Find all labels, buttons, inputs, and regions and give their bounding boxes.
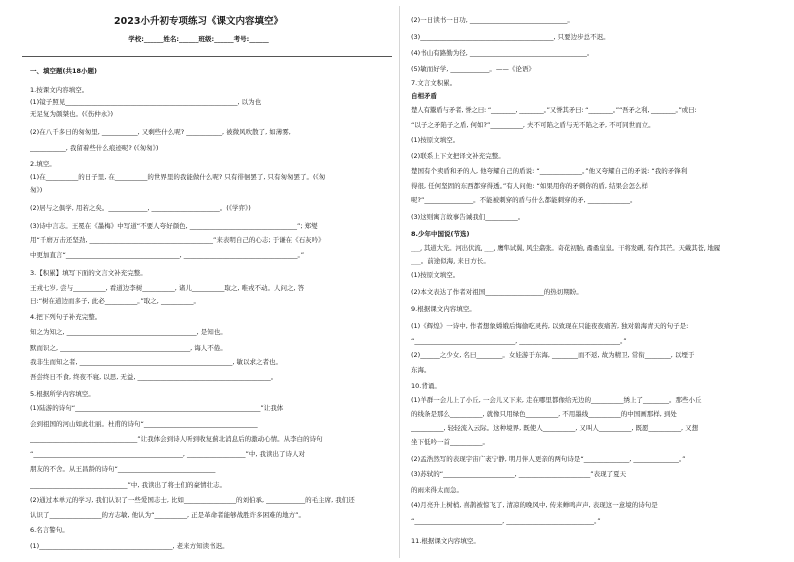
- right-text-line: “_______________________________, _______________________________。”: [411, 337, 627, 345]
- left-text-line: 1.按课文内容填空。: [30, 86, 89, 94]
- left-text-line: (1)镜子照见_____________________________________________________, 以为也: [30, 98, 262, 106]
- right-text-line: (5)敏而好学, ____________。——《论语》: [411, 65, 535, 73]
- right-text-line: 得很, 任何坚固的东西都穿得透。”有人问他: “如果用你的矛刺你的盾, 结果会怎么样: [411, 182, 649, 190]
- right-text-line: (2)一日读书一日功, ______________________________。: [411, 16, 574, 24]
- left-text-line: 3.【积累】填写下面的文言文补充完整。: [30, 269, 147, 277]
- column-divider: [399, 6, 400, 558]
- left-text-line: (1)在__________的日子里, 在__________的世界里的我能做什么呢? 只有徘徊罢了, 只有匆匆罢了。(《匆: [30, 173, 326, 181]
- left-text-line: (3)诗中言志。王冕在《墨梅》中写道“不要人夸好颜色, _________________________________”; 郑燮: [30, 222, 318, 230]
- left-text-line: (2)通过本单元的学习, 我们认识了一些爱国志士, 比如________________的刘伯承, ____________的毛主席, 我们还: [30, 496, 355, 504]
- right-text-line: (2)本文表达了作者对祖国__________________的热切期盼。: [411, 288, 583, 296]
- right-text-line: ___, 其道大光。河出伏流, ___, 鹰隼试翼, 风尘翕张。奇花初胎, 矞矞皇皇。干将发硎, 有作其芒。天戴其苍, 地履: [411, 244, 721, 252]
- header-divider: [22, 56, 392, 57]
- left-text-line: ______________________________”中, 我读出了将士们的豪情壮志。: [30, 481, 226, 489]
- left-text-line: 2.填空。: [30, 160, 56, 168]
- right-column: [404, 0, 794, 562]
- left-text-line: 默而识之, ________________________________________, 诲人不倦。: [30, 344, 227, 352]
- left-text-line: 用“千磨万击还坚劲, ______________________________________”来表明自己的心志; 于谦在《石灰吟》: [30, 236, 325, 244]
- right-text-line: 东海。: [411, 366, 431, 374]
- right-text-line: 的线条是那么__________, 就像只用绿色__________, 不用墨线__________的中国画那样, 到处: [411, 410, 677, 418]
- right-text-line: 8.少年中国说(节选): [411, 230, 470, 238]
- right-text-line: __________, 轻轻流入云际。这种境界, 既使人__________, 又叫人__________, 既愿__________, 又想: [411, 424, 699, 432]
- right-text-line: 10.背诵。: [411, 382, 441, 390]
- left-text-line: (2)居与之俱学, 用若之矣。____________, _____________________。(《学弈》): [30, 204, 251, 212]
- left-text-line: 朋友的不舍。从王昌龄的诗句“______________________________: [30, 465, 216, 473]
- left-text-line: 吾尝终日不食, 终夜不寝, 以思, 无益, _________________________________________。: [30, 373, 278, 381]
- right-text-line: 呢?”_______________。不能被刺穿的盾与什么都能刺穿的矛, _____________。: [411, 196, 637, 204]
- left-text-line: 知之为知之, ________________________________________, 是知也。: [30, 328, 227, 336]
- right-text-line: (3)苏轼的“______________________, ______________________”表现了夏天: [411, 470, 627, 478]
- left-text-line: 匆》): [30, 186, 43, 194]
- right-text-line: (2)联系上下文把译文补充完整。: [411, 152, 505, 160]
- right-text-line: (4)书山有路勤为径, ____________________________________。: [411, 49, 594, 57]
- right-text-line: 楚人有鬻盾与矛者, 誉之曰: “________, ________。”又誉其矛曰: “________。”“吾矛之利, ________。”或曰:: [411, 106, 697, 114]
- left-text-line: 无足复为颜桀也。(《伤仲永》): [30, 110, 114, 118]
- left-text-line: 中更加直言“___________________________________, ___________________________________。”: [30, 251, 305, 259]
- right-text-line: 坐下低吟一首__________。: [411, 438, 489, 446]
- left-text-line: 我非生而知之者, _______________________________________________, 敏以求之者也。: [30, 358, 283, 366]
- right-text-line: “___________________________, ___________________________。”: [411, 517, 601, 525]
- right-text-line: (1)按原文填空。: [411, 136, 460, 144]
- left-text-line: 6.名言警句。: [30, 526, 69, 534]
- right-text-line: (4)月亮升上树梢, 喜鹊被惊飞了, 清凉的晚风中, 传来蝉鸣声声, 表现这一意境的诗句是: [411, 501, 658, 509]
- right-text-line: (3)这则寓言故事告诫我们__________。: [411, 213, 525, 221]
- right-text-line: (1)《辉煌》一诗中, 作者想象嫦娥后悔偷吃灵药, 以致现在只能夜夜痛苦, 独对碧海青天的句子是:: [411, 322, 689, 330]
- left-text-line: (2)在八千多日的匆匆里, ___________, 又剩些什么呢? ___________, 被微风吹散了, 如薄雾,: [30, 128, 291, 136]
- left-text-line: 4.把下列句子补充完整。: [30, 313, 102, 321]
- right-text-line: 7.文言文积累。: [411, 79, 457, 87]
- student-info-line: 学校:______姓名:______班级:______考号:______: [128, 35, 269, 43]
- left-text-line: _________________________________”让我体会到诗人听到收复蓟北消息后的激动心情。从李白的诗句: [30, 435, 323, 443]
- left-text-line: 一、填空题(共18小题): [30, 67, 97, 75]
- right-text-line: (3)_________________________________________, 只要边步总不迟。: [411, 33, 610, 41]
- page-title: 2023小升初专项练习《课文内容填空》: [114, 16, 283, 27]
- right-text-line: (2)孟浩然写的表现宇宙广袤宁静, 明月伴人更亲的两句诗是“______________, ______________。”: [411, 455, 686, 463]
- right-text-line: ___。前途似海, 来日方长。: [411, 257, 490, 265]
- right-text-line: 9.根据课文内容填空。: [411, 305, 476, 313]
- left-text-line: 5.根据所学内容填空。: [30, 390, 95, 398]
- right-text-line: (1)羊群一会儿上了小丘, 一会儿又下来, 走在哪里都像给无边的__________绣上了________。那些小丘: [411, 396, 702, 404]
- right-text-line: “以子之矛陷子之盾, 何如?”__________, 夫不可陷之盾与无不陷之矛, 不可同世而立。: [411, 121, 655, 129]
- right-text-line: (2)______之少女, 名曰________。女娃游于东海, ________而不返, 故为精卫, 常衔________, 以堙于: [411, 351, 695, 359]
- left-text-line: “______________________________________________, __________________”中, 我读出了诗人对: [30, 450, 305, 458]
- left-text-line: ___________, 我留着些什么痕迹呢? (《匆匆》): [30, 144, 159, 152]
- right-text-line: 11.根据课文内容填空。: [411, 537, 480, 545]
- left-text-line: (1)陆游的诗句“_________________________________________________________”让我体: [30, 404, 284, 412]
- left-text-line: 曰:“树在道边而多子, 此必__________。”取之, __________。: [30, 297, 200, 305]
- right-text-line: 楚国有个卖盾和矛的人, 他夸耀自己的盾说: “_____________。”他又夸耀自己的矛说: “我的矛锋利: [411, 167, 688, 175]
- left-text-line: 会到祖国的河山如此壮丽。杜甫的诗句“___________________________________: [30, 420, 258, 428]
- left-text-line: (1)_________________________________________, 老来方知读书迟。: [30, 542, 229, 550]
- right-text-line: 自相矛盾: [411, 92, 437, 100]
- left-text-line: 王戎七岁, 尝与__________, 看道边李树__________, 诸儿__________取之, 唯戎不动。人问之, 答: [30, 284, 305, 292]
- left-text-line: 认识了________________的方志敏, 他认为“__________, 正是革命者能够战胜许多困难的地方”。: [30, 511, 305, 519]
- right-text-line: (1)按原文填空。: [411, 271, 460, 279]
- right-text-line: 的雨来得太而急。: [411, 486, 463, 494]
